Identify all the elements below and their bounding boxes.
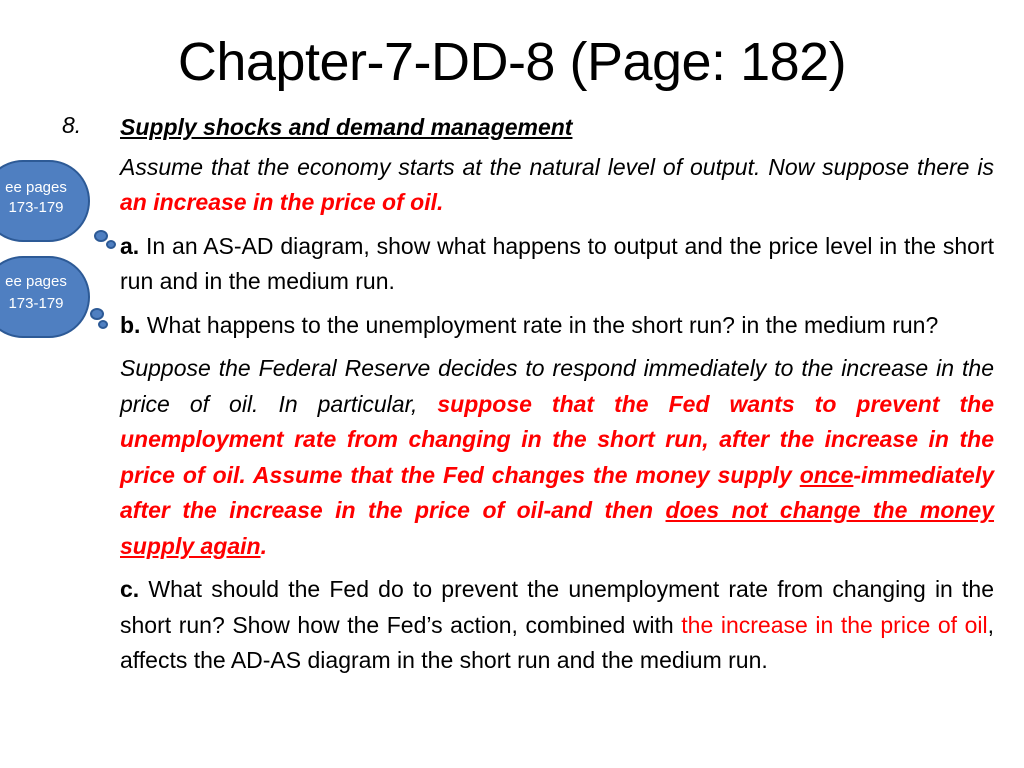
- question-heading: Supply shocks and demand management: [120, 114, 573, 140]
- part-b-text: What happens to the unemployment rate in the short run? in the medium run?: [140, 311, 939, 338]
- callout-2-line-2: 173-179: [8, 295, 64, 312]
- fed-highlight-2: -immediately after the increase in the price of oil-and then: [120, 461, 994, 523]
- fed-underline-once: once: [799, 461, 854, 488]
- callout-tail-dot-icon: [90, 308, 104, 320]
- part-a-text: In an AS-AD diagram, show what happens to output and the price level in the short run and in the medium run.: [120, 232, 994, 294]
- part-c-highlight: the increase in the price of oil: [681, 611, 988, 638]
- fed-paragraph: [120, 351, 994, 564]
- callout-tail-dot-icon: [98, 320, 108, 329]
- part-c-text-2: , affects the AD-AS diagram in the short run and the medium run.: [120, 611, 994, 673]
- fed-highlight-3: .: [260, 532, 267, 559]
- fed-text: Suppose the Federal Reserve decides to respond immediately to the increase in the price of oil. In particular,: [120, 355, 994, 417]
- intro-text: Assume that the economy starts at the natural level of output. Now suppose there is: [120, 153, 994, 180]
- part-c-text-1: What should the Fed do to prevent the unemployment rate from changing in the short run? Show how the Fed’s action, combined with: [120, 576, 994, 638]
- callout-2-line-1: ee pages: [5, 273, 67, 290]
- part-a-paragraph: [120, 229, 994, 300]
- callout-1-line-2: 173-179: [8, 199, 64, 216]
- fed-underline-no-change: does not change the money supply again: [120, 497, 995, 559]
- callout-tail-dot-icon: [94, 230, 108, 242]
- part-b-paragraph: [120, 308, 994, 344]
- part-c-paragraph: [120, 572, 994, 679]
- callout-cloud-1: [0, 160, 122, 260]
- part-b-label: b.: [120, 311, 141, 338]
- callout-cloud-2: [0, 256, 122, 356]
- question-content: [120, 110, 994, 687]
- callout-1-line-1: ee pages: [5, 179, 67, 196]
- fed-highlight-1: suppose that the Fed wants to prevent the unemployment rate from changing in the short run, after the increase in the price of oil. Assume that the Fed changes the money supply: [120, 390, 994, 488]
- page-title: Chapter-7-DD-8 (Page: 182): [177, 32, 847, 92]
- intro-highlight: an increase in the price of oil.: [120, 189, 444, 215]
- part-c-label: c.: [120, 576, 140, 602]
- question-number: 8.: [62, 112, 82, 138]
- callout-tail-dot-icon: [106, 240, 116, 249]
- intro-paragraph: [120, 150, 994, 221]
- part-a-label: a.: [120, 232, 140, 259]
